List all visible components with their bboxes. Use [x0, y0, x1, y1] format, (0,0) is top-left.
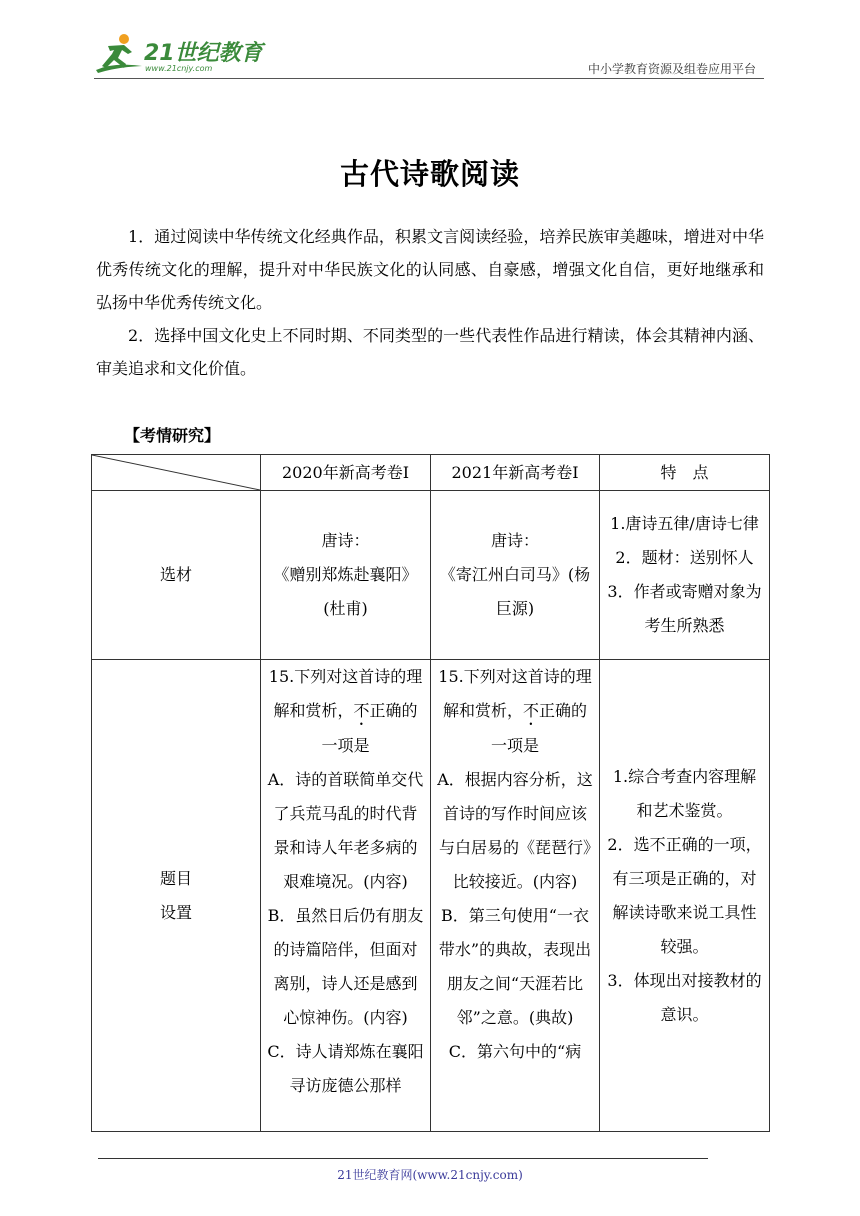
- option-a: A．根据内容分析，这首诗的写作时间应该与白居易的《琵琶行》比较接近。(内容): [437, 770, 593, 891]
- cell-feature-questions: [600, 660, 770, 1132]
- option-b: B．第三句使用“一衣带水”的典故，表现出朋友之间“天涯若比邻”之意。(典故): [438, 906, 592, 1027]
- question-stem: [437, 660, 593, 763]
- stem-text: 正确的一项是: [490, 701, 588, 755]
- header-2021: 2021年新高考卷Ⅰ: [431, 455, 600, 491]
- corner-cell: [92, 455, 261, 491]
- logo-text: 21世纪教育: [144, 41, 263, 66]
- feature-line: 3．体现出对接教材的意识。: [607, 970, 762, 1024]
- platform-name: 中小学教育资源及组卷应用平台: [587, 62, 756, 76]
- cell-2020-questions: [261, 660, 431, 1132]
- row-label-line: 题目: [159, 868, 192, 888]
- table-row-material: [92, 491, 770, 660]
- feature-line: 2．选不正确的一项，有三项是正确的，对解读诗歌来说工具性较强。: [607, 834, 762, 956]
- site-logo[interactable]: [94, 32, 264, 76]
- header-feature: 特 点: [600, 455, 770, 491]
- cell-line: 唐诗：: [321, 531, 370, 550]
- option-c: C．第六句中的“病: [448, 1042, 582, 1061]
- row-label-questions: [92, 660, 261, 1132]
- cell-line: 1.唐诗五律/唐诗七律: [610, 514, 759, 533]
- page-header: [94, 32, 764, 80]
- diagonal-line: [92, 455, 260, 490]
- cell-line: 唐诗：: [490, 531, 539, 550]
- stem-emphasis: 不: [353, 701, 370, 720]
- cell-2021-questions: [431, 660, 600, 1132]
- row-label-line: 设置: [159, 902, 192, 922]
- cell-line: 《寄江州白司马》(杨巨源): [439, 565, 591, 618]
- stem-text: 15.下列对这首诗的理解和赏析，: [268, 667, 423, 720]
- footer-divider: [98, 1158, 708, 1159]
- runner-logo-icon: [94, 32, 146, 76]
- table-header-row: [92, 455, 770, 491]
- page-title: 古代诗歌阅读: [339, 157, 520, 191]
- logo-url: www.21cnjy.com: [145, 64, 213, 73]
- option-c: C．诗人请郑炼在襄阳寻访庞德公那样: [267, 1042, 424, 1095]
- cell-line: (杜甫): [323, 599, 368, 618]
- footer-link[interactable]: 21世纪教育网(www.21cnjy.com): [337, 1168, 523, 1182]
- intro-paragraph-1: 1．通过阅读中华传统文化经典作品，积累文言阅读经验，培养民族审美趣味，增进对中华优秀传统文化的理解，提升对中华民族文化的认同感、自豪感，增强文化自信，更好地继承和弘扬中华优秀传统文化。: [96, 227, 764, 312]
- cell-line: 3．作者或寄赠对象为考生所熟悉: [607, 582, 762, 635]
- stem-text: 正确的一项是: [321, 701, 418, 755]
- stem-emphasis: 不: [522, 701, 539, 720]
- cell-line: 2．题材：送别怀人: [615, 548, 754, 567]
- table-row-questions: [92, 660, 770, 1132]
- intro-text: [96, 220, 764, 385]
- option-a: A．诗的首联简单交代了兵荒马乱的时代背景和诗人年老多病的艰难境况。(内容): [267, 770, 424, 891]
- header-divider: [94, 78, 764, 79]
- cell-feature-material: [600, 491, 770, 660]
- header-2020: 2020年新高考卷Ⅰ: [261, 455, 431, 491]
- cell-2021-material: [431, 491, 600, 660]
- cell-line: 《赠别郑炼赴襄阳》: [273, 565, 418, 584]
- feature-line: 1.综合考查内容理解和艺术鉴赏。: [612, 766, 757, 820]
- option-b: B．虽然日后仍有朋友的诗篇陪伴，但面对离别，诗人还是感到心惊神伤。(内容): [267, 906, 424, 1027]
- row-label-material: 选材: [92, 491, 261, 660]
- stem-text: 15.下列对这首诗的理解和赏析，: [438, 667, 592, 720]
- section-label: 【考情研究】: [124, 426, 221, 445]
- intro-paragraph-2: 2．选择中国文化史上不同时期、不同类型的一些代表性作品进行精读，体会其精神内涵、审美追求和文化价值。: [96, 326, 764, 378]
- cell-2020-material: [261, 491, 431, 660]
- question-stem: [267, 660, 424, 763]
- exam-analysis-table: [91, 454, 770, 1132]
